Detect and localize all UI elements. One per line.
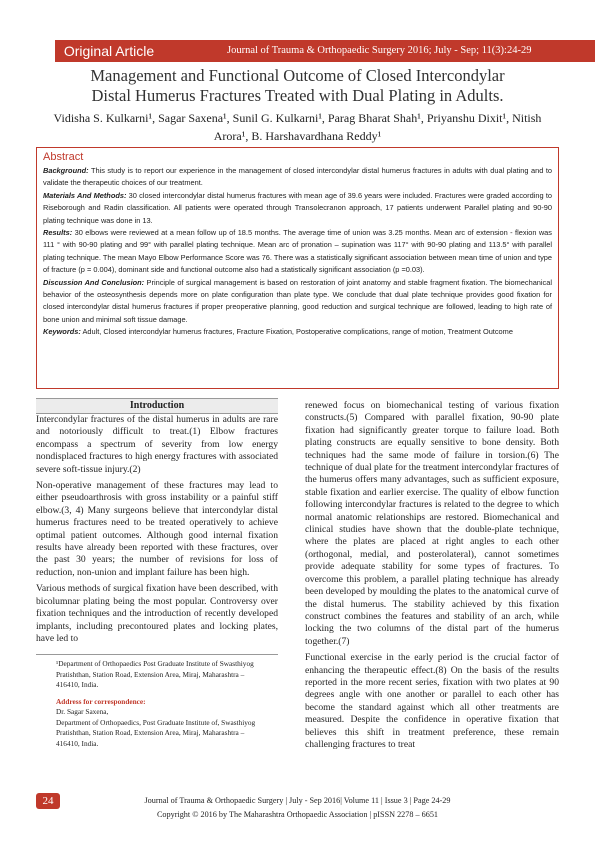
title-line-1: Management and Functional Outcome of Closed Intercondylar (90, 66, 505, 85)
page-number: 24 (36, 793, 60, 809)
methods-text: 30 closed intercondylar distal humerus fractures with mean age of 39.6 years were included. Fractures were graded according to Riseborough and Radin classification. All patients were operated through Transolecranon approach, 17 patients underwent Parallel plating and 90-90 plating technique was done in 13. (43, 190, 552, 225)
keywords-text: Adult, Closed intercondylar humerus fractures, Fracture Fixation, Postoperative complications, range of motion, Treatment Outcome (80, 327, 513, 337)
background-text: This study is to report our experience in the management of closed intercondylar distal humerus fractures in adults with dual plating and to validate the therapeutic choices of our treatment. (43, 166, 552, 188)
abstract-results (43, 227, 552, 277)
background-label: Background: (43, 166, 89, 175)
authors-line-2: Arora¹, B. Harshavardhana Reddy¹ (213, 129, 382, 143)
article-title (40, 66, 555, 106)
discussion-text: Principle of surgical management is based on restoration of joint anatomy and stable fragment fixation. The biomechanical behavior of the osteosynthesis depends more on plate configuration than plate type. We conclude that dual plate technique provides good fixation for closed intercondylar distal humerus fractures if proper preoperative planning, good reduction and surgical technique are followed, leading to high rate of bone union and minimal soft tissue damage. (43, 277, 552, 324)
affiliation-text: ¹Department of Orthopaedics Post Graduate Institute of Swasthiyog Pratishthan, Station Road, Extension Area, Miraj, Maharashtra – 416410, India. (56, 659, 254, 689)
article-type-tag: Original Article (55, 40, 163, 62)
correspondence-address: Department of Orthopaedics, Post Graduate Institute of, Swasthiyog Pratishthan, Station Road, Extension Area, Miraj, Maharashtra – 416410, India. (56, 717, 256, 748)
abstract-background (43, 165, 552, 190)
correspondence-name: Dr. Sagar Saxena, (56, 707, 109, 716)
results-label: Results: (43, 228, 73, 238)
abstract-methods (43, 190, 552, 227)
abstract-heading: Abstract (43, 151, 84, 163)
footer-journal-line: Journal of Trauma & Orthopaedic Surgery | July - Sep 2016| Volume 11 | Issue 3 | Page 24-29 (144, 796, 451, 805)
journal-citation: Journal of Trauma & Orthopaedic Surgery 2016; July - Sep; 11(3):24-29 (163, 40, 595, 62)
keywords-label: Keywords: (43, 327, 81, 337)
title-line-2: Distal Humerus Fractures Treated with Dual Plating in Adults. (91, 86, 504, 105)
col2-paragraph-2: Functional exercise in the early period is the crucial factor of enhancing the therapeutic effect.(8) On the basis of the results reported in the more recent series, fixation with two plates at 90 degrees angle with one another or parallel to each other has become the standard against which all other treatments are measured. Despite the confidence in operative fixation that believes this shift in treatment preference, these remain challenging fractures to treat (305, 652, 559, 750)
affiliation-footnote (36, 654, 278, 780)
correspondence-heading: Address for correspondence: (56, 696, 146, 706)
author-list (40, 109, 555, 145)
left-column (36, 414, 278, 649)
col2-paragraph-1: renewed focus on biomechanical testing of various fixation constructs.(5) Compared with parallel fixation, 90-90 plate fixation had significantly greater torque to failure load. Both plating constructs are equally sensitive to bone density. Both techniques had the same mode of failure in torsion.(6) The technique of dual plate for the treatment intercondylar fractures of the humerus offers many advantages, such as sufficient exposure, stable fixation and earlier exercise. The quality of elbow function following intercondylar fractures is related to the degree to which normal anatomic relationships are restored. Biomechanical and clinical studies have shown that the double-plate technique, where the plates are placed at right angles to each other (orthogonal, medial, and posterolateral), cannot sometimes provide adequate stability for some types of fractures. To overcome this problem, a parallel plating technique has already been developed by moulding the plates to the anatomical curve of the distal humerus. The stability achieved by this fixation construct combines the features and stability of an arch, while locking the two columns of the distal part of the humerus together.(7) (305, 400, 559, 647)
authors-line-1: Vidisha S. Kulkarni¹, Sagar Saxena¹, Sunil G. Kulkarni¹, Parag Bharat Shah¹, Priyanshu Dixit¹, Nitish (53, 111, 542, 125)
col1-paragraph-3: Various methods of surgical fixation have been described, with bicolumnar plating being the most popular. Controversy over fixation techniques and the introduction of recently developed implants, including precontoured plates and locking plates, have led to (36, 583, 278, 644)
abstract-keywords (43, 326, 552, 338)
discussion-label: Discussion And Conclusion: (43, 277, 145, 287)
abstract-box (36, 147, 559, 389)
introduction-heading: Introduction (36, 398, 278, 414)
results-text: 30 elbows were reviewed at a mean follow up of 18.5 months. The average time of union was 3.25 months. Mean arc of extension - flexion was 111 ° with 90-90 plating and 99° with parallel plating technique. Mean arc of pronation – supination was 117° with 90-90 plating and 113.5° with parallel plating technique. The mean Mayo Elbow Performance Score was 76. There was a statistically significant association between mean time of union and type of fracture (p = 0.004), dominant side and functional outcome also had a statistically significant association (p =0.03). (43, 228, 552, 275)
footer-copyright-line: Copyright © 2016 by The Maharashtra Orthopaedic Association | pISSN 2278 – 6651 (156, 810, 439, 819)
methods-label: Materials And Methods: (43, 190, 127, 200)
right-column (305, 400, 559, 755)
col1-paragraph-2: Non-operative management of these fractures may lead to either pseudoarthrosis with gross instability or a painful stiff elbow.(3, 4) Many surgeons believe that intercondylar distal humerus fractures need to be treated operatively to achieve optimal patient outcomes. Although good internal fixation results have already been reported with these fractures, over the past 30 years; the number of revisions for loss of reduction, non-union and implant failure has been high. (36, 480, 278, 578)
abstract-discussion (43, 277, 552, 327)
col1-paragraph-1: Intercondylar fractures of the distal humerus in adults are rare and notoriously difficult to treat.(1) Elbow fractures encompass a spectrum of severity from low energy nondisplaced fractures to high energy fractures with associated severe soft-tissue injury.(2) (36, 414, 278, 475)
